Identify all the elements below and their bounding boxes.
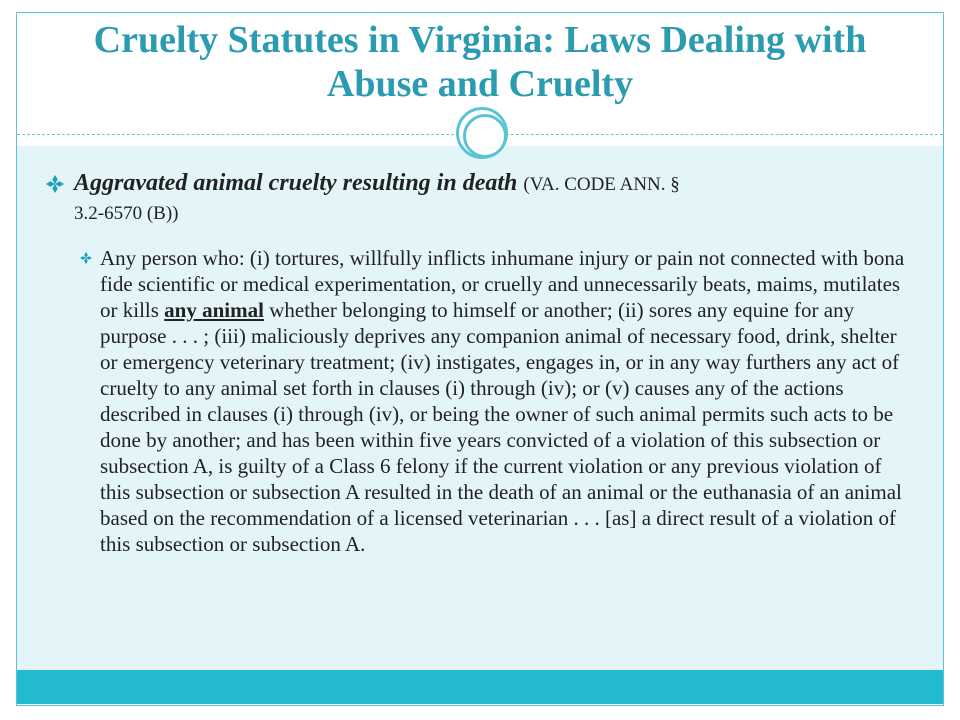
citation-part1: (VA. CODE ANN. § xyxy=(523,174,680,195)
decorative-circle-icon xyxy=(456,107,508,159)
statute-text-before: Any person who: (i) tortures, willfully inflicts inhumane injury or pain not connected with bona fide scientific or medical experimentation, or cruelly and unnecessarily beats, maims, mutilates or kills xyxy=(100,246,905,322)
slide-title: Cruelty Statutes in Virginia: Laws Dealing with Abuse and Cruelty xyxy=(93,19,867,105)
footer-bar xyxy=(17,670,943,704)
bullet-level1 xyxy=(46,168,926,226)
bullet-level2 xyxy=(80,245,910,557)
diamond-cluster-icon xyxy=(80,252,92,264)
statute-text-after: whether belonging to himself or another; (ii) sores any equine for any purpose . . . ; (iii) maliciously deprives any companion animal of necessary food, drink, shelter or emergency veterinary treatment; (iv) instigates, engages in, or in any way furthers any act of cruelty to any animal set forth in clauses (i) through (iv); or (v) causes any of the actions described in clauses (i) through (iv), or being the owner of such animal permits such acts to be done by another; and has been within five years convicted of a violation of this subsection or subsection A, is guilty of a Class 6 felony if the current violation or any previous violation of this subsection or subsection A resulted in the death of an animal or the euthanasia of an animal based on the recommendation of a licensed veterinarian . . . [as] a direct result of a violation of this subsection or subsection A. xyxy=(100,298,902,556)
bullet-lead: Aggravated animal cruelty resulting in death xyxy=(74,170,518,196)
citation-part2: 3.2-6570 (B)) xyxy=(74,203,179,224)
bullet-level2-text xyxy=(80,245,910,557)
emphasis-any-animal: any animal xyxy=(164,298,264,322)
diamond-cluster-icon xyxy=(46,175,64,193)
bullet-level1-text xyxy=(46,168,926,226)
